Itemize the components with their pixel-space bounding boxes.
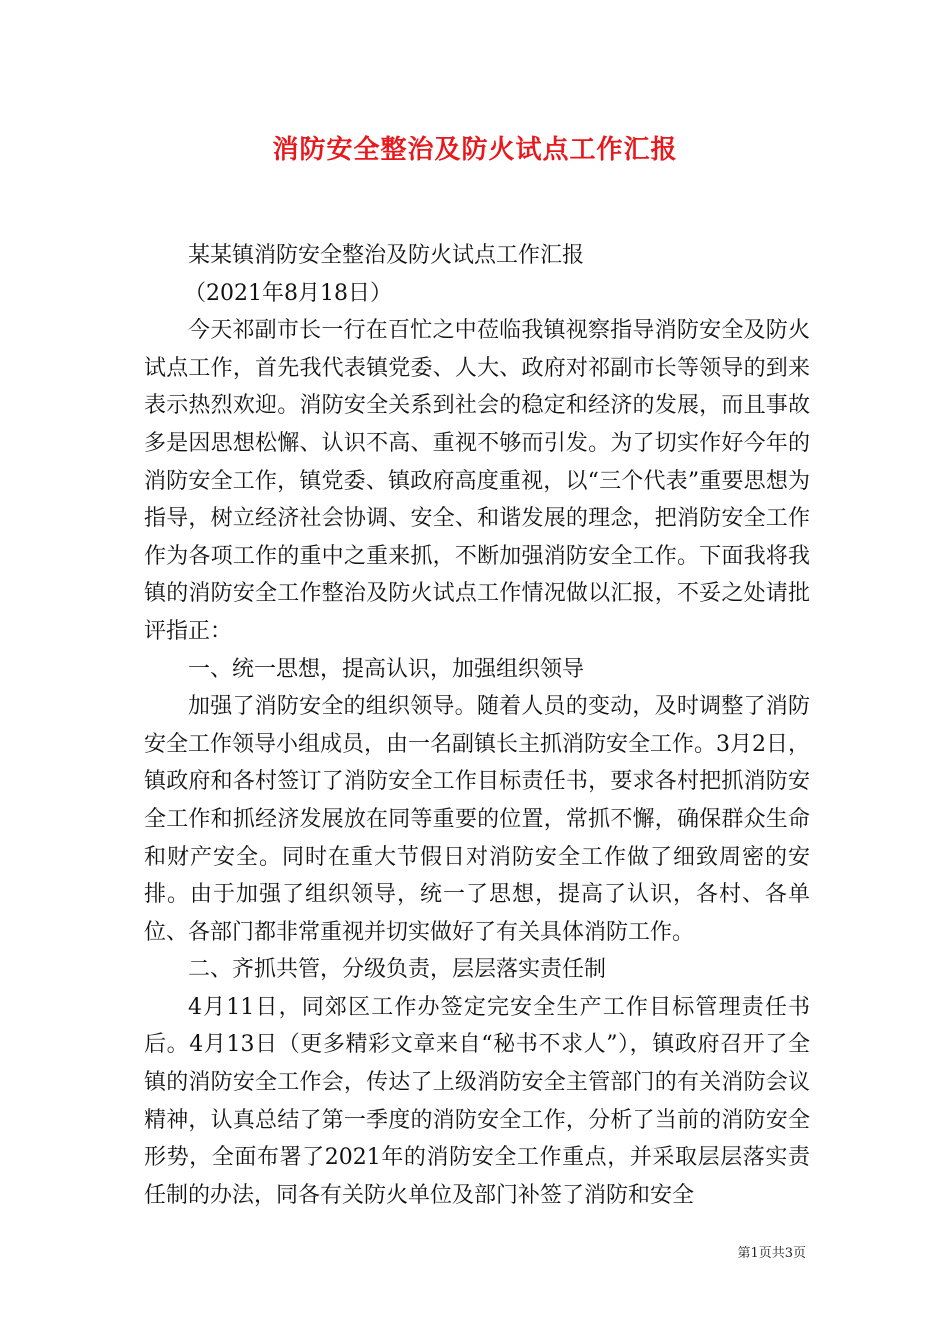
paragraph-section-2: 4月11日，同郊区工作办签定完安全生产工作目标管理责任书后。4月13日（更多精彩文章来自“秘书不求人”），镇政府召开了全镇的消防安全工作会，传达了上级消防安全主管部门的有关消防会议精神，认真总结了第一季度的消防安全工作，分析了当前的消防安全形势，全面布署了2021年的消防安全工作重点，并采取层层落实责任制的办法，同各有关防火单位及部门补签了消防和安全 — [144, 994, 810, 1208]
paragraph-intro: 今天祁副市长一行在百忙之中莅临我镇视察指导消防安全及防火试点工作，首先我代表镇党委、人大、政府对祁副市长等领导的到来表示热烈欢迎。消防安全关系到社会的稳定和经济的发展，而且事故多是因思想松懈、认识不高、重视不够而引发。为了切实作好今年的消防安全工作，镇党委、镇政府高度重视，以“三个代表”重要思想为指导，树立经济社会协调、安全、和谐发展的理念，把消防安全工作作为各项工作的重中之重来抓，不断加强消防安全工作。下面我将我镇的消防安全工作整治及防火试点工作情况做以汇报，不妥之处请批评指正： — [144, 318, 810, 644]
page-number: 第1页共3页 — [737, 1246, 806, 1261]
document-body — [144, 237, 810, 1214]
section-heading-2: 二、齐抓共管，分级负责，层层落实责任制 — [188, 957, 607, 983]
document-date: （2021年8月18日） — [184, 280, 392, 306]
section-heading-1: 一、统一思想，提高认识，加强组织领导 — [188, 656, 585, 682]
document-title: 消防安全整治及防火试点工作汇报 — [272, 135, 678, 165]
document-subtitle: 某某镇消防安全整治及防火试点工作汇报 — [188, 243, 585, 268]
paragraph-section-1: 加强了消防安全的组织领导。随着人员的变动，及时调整了消防安全工作领导小组成员，由一名副镇长主抓消防安全工作。3月2日，镇政府和各村签订了消防安全工作目标责任书，要求各村把抓消防安全工作和抓经济发展放在同等重要的位置，常抓不懈，确保群众生命和财产安全。同时在重大节假日对消防安全工作做了细致周密的安排。由于加强了组织领导，统一了思想，提高了认识，各村、各单位、各部门都非常重视并切实做好了有关具体消防工作。 — [144, 694, 810, 945]
